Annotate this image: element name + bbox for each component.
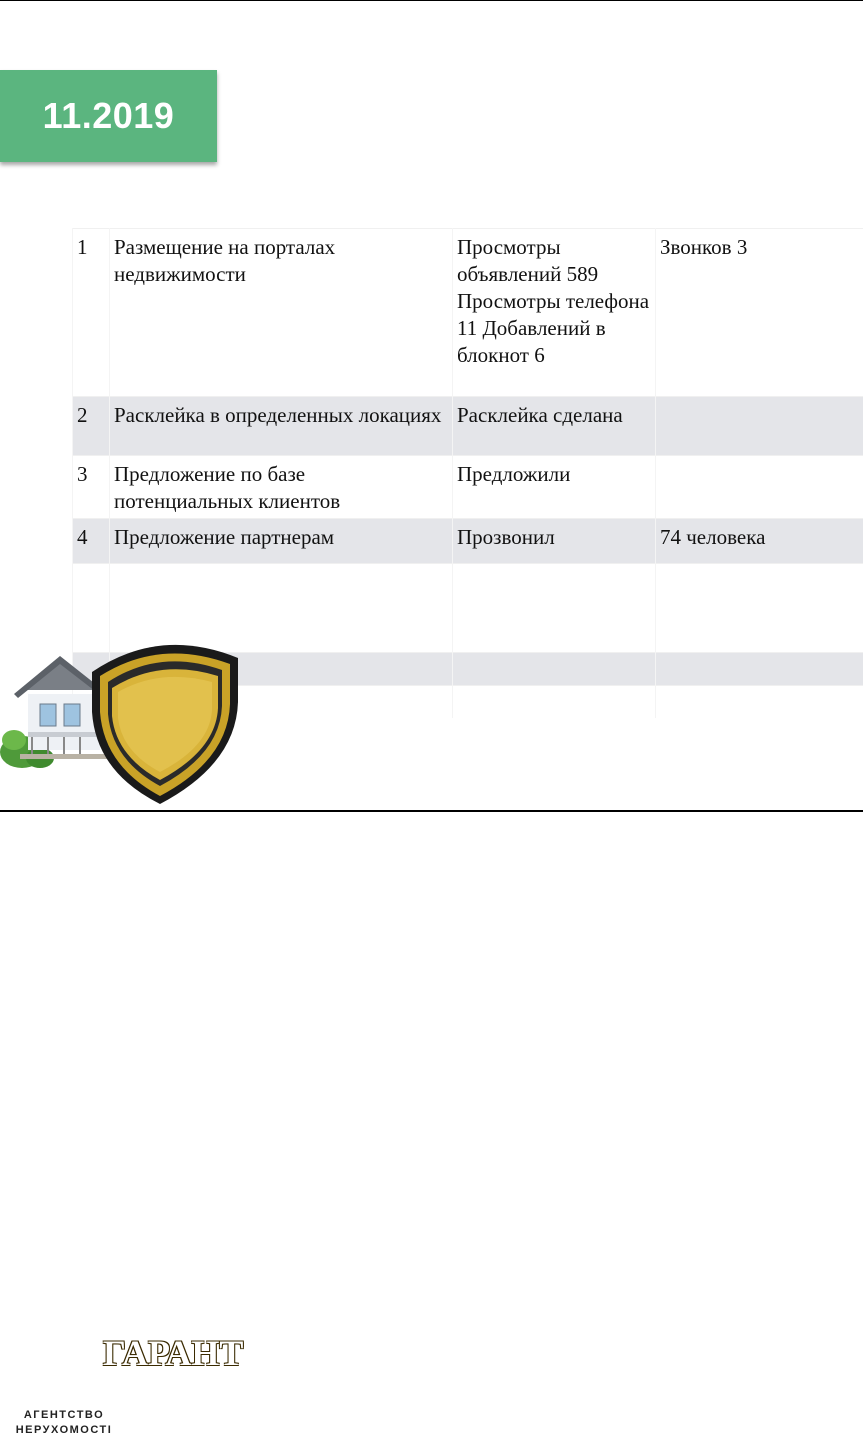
empty-cell — [656, 564, 863, 653]
row-result: Просмотры объявлений 589 Просмотры телефона 11 Добавлений в блокнот 6 — [453, 229, 656, 397]
row-extra — [656, 456, 863, 519]
row-number: 4 — [73, 519, 110, 564]
row-number: 3 — [73, 456, 110, 519]
agency-logo — [0, 632, 250, 807]
row-number: 1 — [73, 229, 110, 397]
row-extra: Звонков 3 — [656, 229, 863, 397]
top-border — [0, 0, 863, 1]
date-banner — [0, 70, 217, 162]
house-shield-icon — [0, 632, 250, 807]
row-result: Предложили — [453, 456, 656, 519]
row-action: Предложение по базе потенциальных клиентов — [110, 456, 453, 519]
bottom-border — [0, 810, 863, 812]
table-row — [73, 229, 863, 397]
row-result: Прозвонил — [453, 519, 656, 564]
logo-title: ГАРАНТ — [103, 1332, 233, 1374]
row-action: Размещение на порталах недвижимости — [110, 229, 453, 397]
logo-subtitle-line1: АГЕНТСТВО — [8, 1409, 120, 1421]
row-extra: 74 человека — [656, 519, 863, 564]
table-row — [73, 397, 863, 456]
row-result: Расклейка сделана — [453, 397, 656, 456]
row-action: Расклейка в определенных локациях — [110, 397, 453, 456]
row-extra — [656, 397, 863, 456]
logo-subtitle-line2: НЕРУХОМОСТІ — [8, 1424, 120, 1436]
empty-cell — [656, 653, 863, 686]
table-row — [73, 519, 863, 564]
report-date: 11.2019 — [43, 95, 175, 137]
empty-cell — [453, 686, 656, 718]
row-number: 2 — [73, 397, 110, 456]
empty-cell — [453, 653, 656, 686]
empty-cell — [453, 564, 656, 653]
table-row — [73, 456, 863, 519]
empty-cell — [656, 686, 863, 718]
row-action: Предложение партнерам — [110, 519, 453, 564]
